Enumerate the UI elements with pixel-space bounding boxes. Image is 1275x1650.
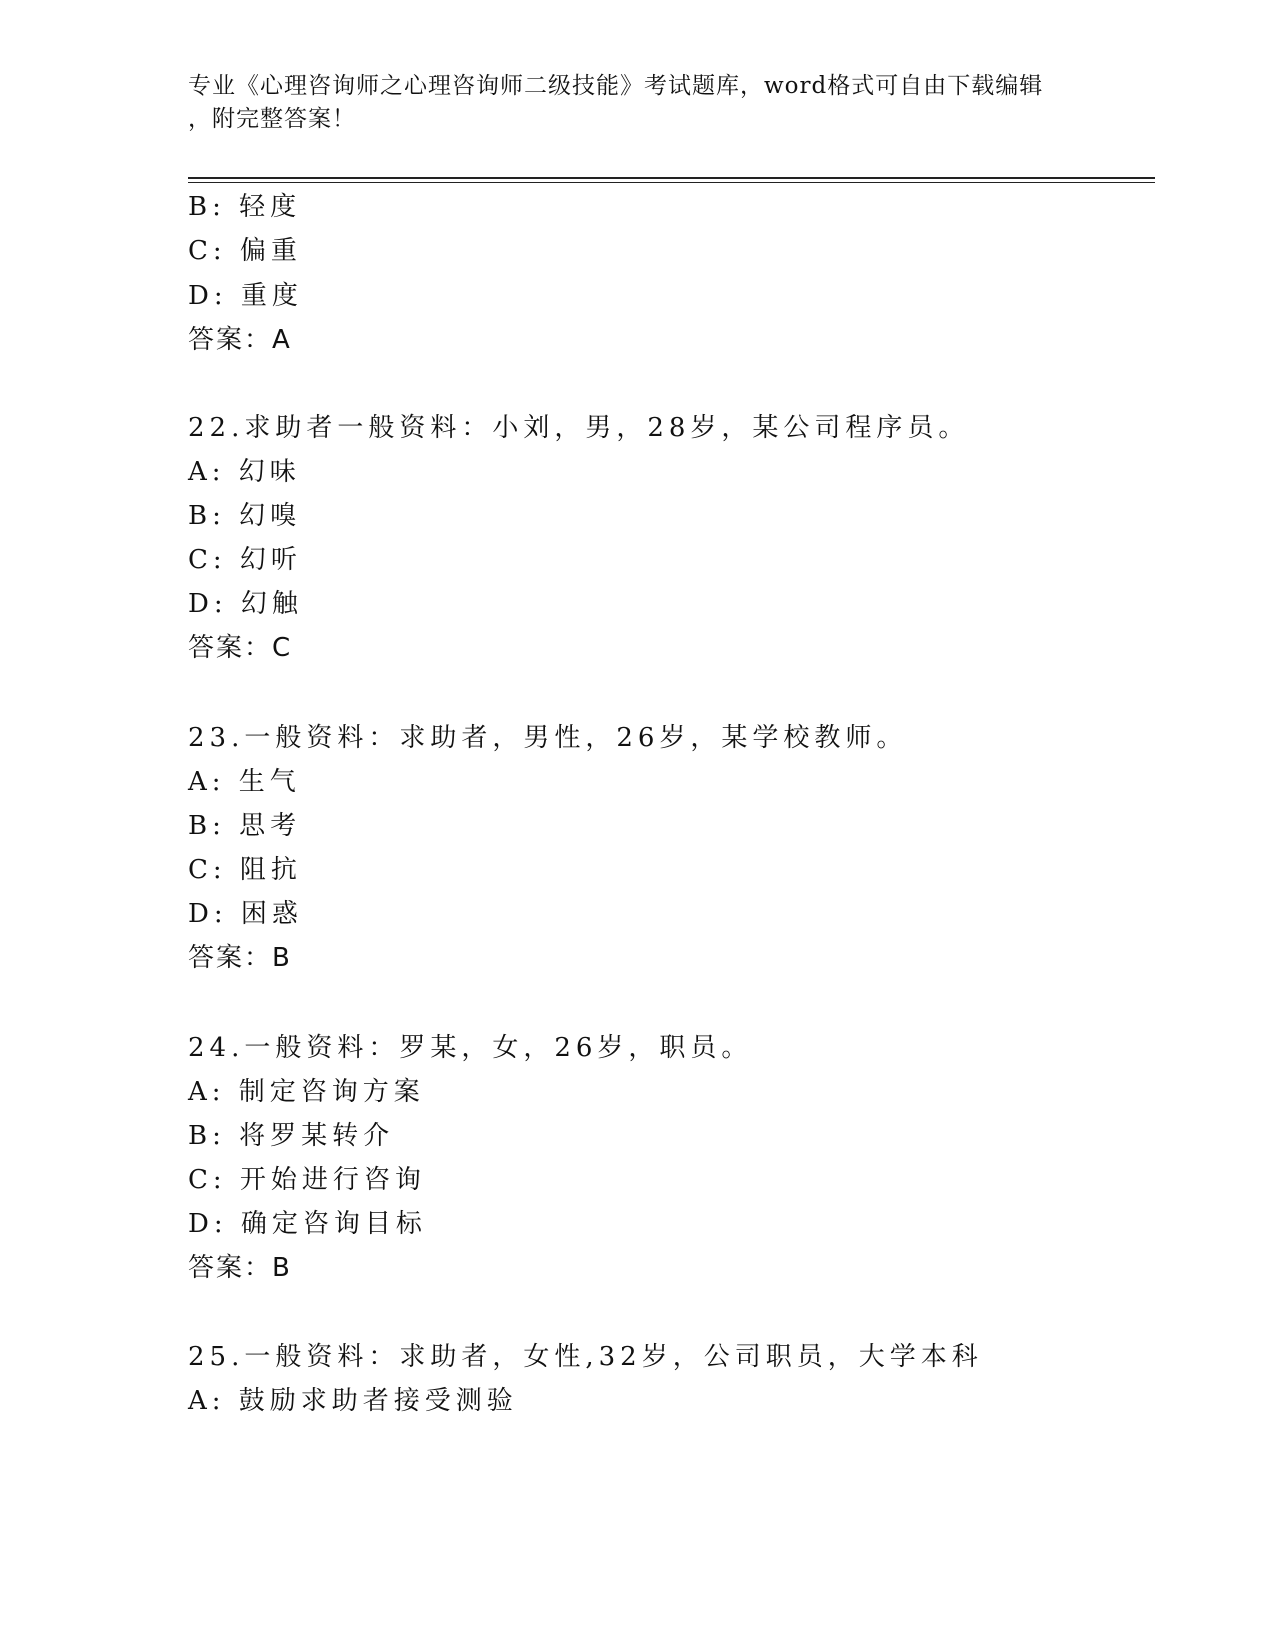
- question-25: 25.一般资料：求助者，女性,32岁，公司职员，大学本科: [188, 1342, 983, 1372]
- document-header: [188, 70, 1088, 136]
- option-b: B: 幻嗅: [188, 501, 302, 531]
- option-a: A: 鼓励求助者接受测验: [188, 1386, 518, 1416]
- option-d: D: 幻触: [188, 589, 303, 619]
- option-c: C: 幻听: [188, 545, 302, 575]
- header-title-continuation: ，附完整答案！: [188, 106, 356, 132]
- question-22: 22.求助者一般资料：小刘，男，28岁，某公司程序员。: [188, 413, 970, 443]
- option-a: A: 生气: [188, 767, 301, 797]
- question-23: 23.一般资料：求助者，男性，26岁，某学校教师。: [188, 723, 908, 753]
- header-divider-thick: [188, 177, 1155, 179]
- option-a: A: 幻味: [188, 457, 301, 487]
- option-b: B: 思考: [188, 811, 302, 841]
- option-b: B: 轻度: [188, 192, 302, 222]
- option-c: C: 偏重: [188, 236, 302, 266]
- option-c: C: 阻抗: [188, 855, 302, 885]
- option-c: C: 开始进行咨询: [188, 1165, 426, 1195]
- option-b: B: 将罗某转介: [188, 1121, 395, 1151]
- answer-line: 答案：C: [188, 633, 293, 663]
- header-title-line: 专业《心理咨询师之心理咨询师二级技能》考试题库，word格式可自由下载编辑: [188, 73, 1044, 99]
- header-divider-thin: [188, 182, 1155, 183]
- question-24: 24.一般资料：罗某，女，26岁，职员。: [188, 1033, 753, 1063]
- option-d: D: 困惑: [188, 899, 303, 929]
- option-d: D: 确定咨询目标: [188, 1209, 427, 1239]
- answer-line: 答案：A: [188, 325, 292, 355]
- option-d: D: 重度: [188, 281, 303, 311]
- answer-line: 答案：B: [188, 943, 292, 973]
- option-a: A: 制定咨询方案: [188, 1077, 425, 1107]
- answer-line: 答案：B: [188, 1253, 292, 1283]
